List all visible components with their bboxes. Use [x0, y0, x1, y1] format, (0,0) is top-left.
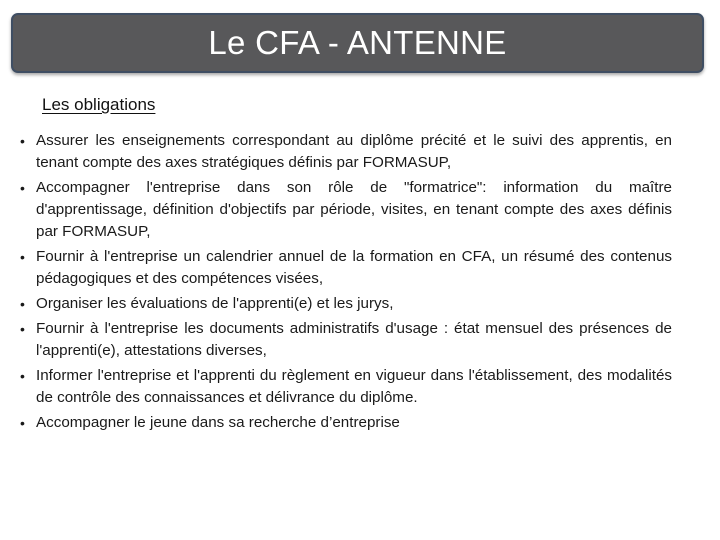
list-item-text: Accompagner le jeune dans sa recherche d’entreprise	[36, 414, 400, 431]
list-item-text: Organiser les évaluations de l'apprenti(e) et les jurys,	[36, 295, 394, 312]
list-item	[20, 293, 672, 315]
bullet-icon: •	[20, 415, 25, 431]
list-item	[20, 177, 672, 243]
list-item-text: Informer l'entreprise et l'apprenti du règlement en vigueur dans l'établissement, des modalités de contrôle des connaissances et délivrance du diplôme.	[36, 367, 672, 406]
list-item	[20, 365, 672, 409]
obligations-list	[20, 130, 672, 437]
bullet-icon: •	[20, 321, 25, 337]
title-bar	[11, 13, 704, 73]
bullet-icon: •	[20, 296, 25, 312]
bullet-icon: •	[20, 180, 25, 196]
list-item-text: Accompagner l'entreprise dans son rôle de "formatrice": information du maître d'apprentissage, définition d'objectifs par période, visites, en tenant compte des axes définis par FORMASUP,	[36, 179, 672, 240]
list-item-text: Fournir à l'entreprise les documents administratifs d'usage : état mensuel des présences de l'apprenti(e), attestations diverses,	[36, 320, 672, 359]
list-item	[20, 412, 672, 434]
bullet-icon: •	[20, 249, 25, 265]
bullet-icon: •	[20, 368, 25, 384]
bullet-icon: •	[20, 133, 25, 149]
section-heading: Les obligations	[42, 95, 156, 114]
list-item	[20, 130, 672, 174]
list-item-text: Fournir à l'entreprise un calendrier annuel de la formation en CFA, un résumé des contenus pédagogiques et des compétences visées,	[36, 248, 672, 287]
list-item-text: Assurer les enseignements correspondant au diplôme précité et le suivi des apprentis, en tenant compte des axes stratégiques définis par FORMASUP,	[36, 132, 672, 171]
slide-title: Le CFA - ANTENNE	[208, 24, 507, 61]
list-item	[20, 318, 672, 362]
list-item	[20, 246, 672, 290]
